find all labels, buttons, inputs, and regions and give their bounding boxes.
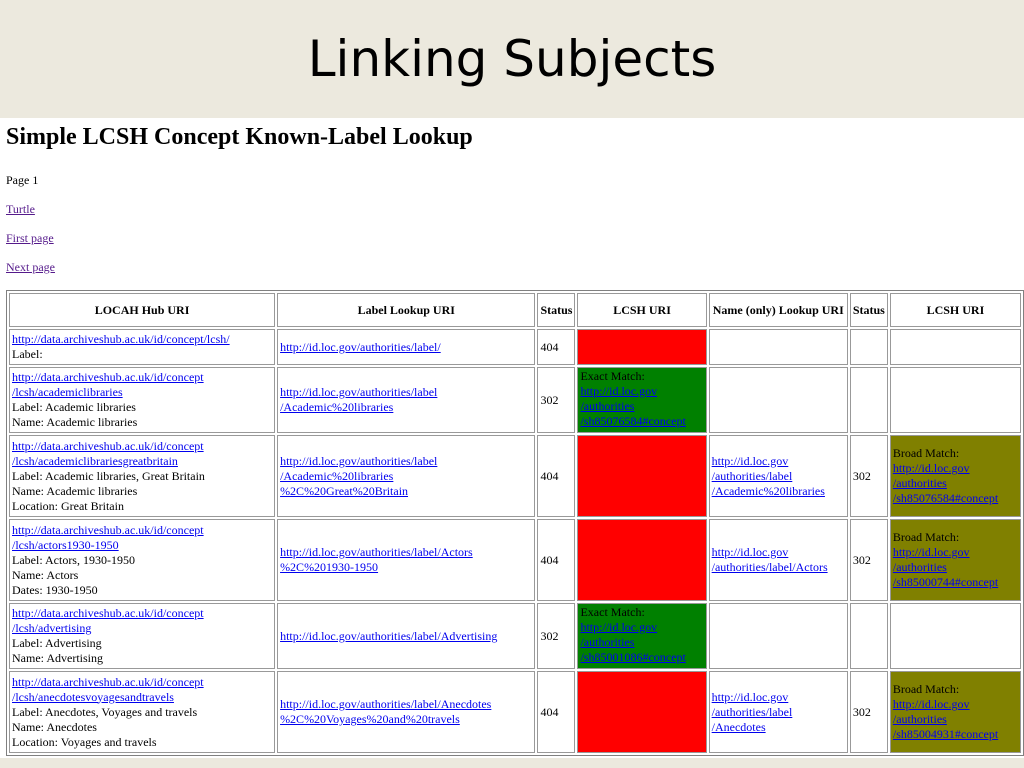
hub-uri-cell bbox=[9, 435, 275, 517]
hub-uri-link[interactable] bbox=[12, 606, 272, 636]
status-cell-2: 302 bbox=[850, 671, 888, 753]
status-cell-2: 302 bbox=[850, 435, 888, 517]
hub-info-text: Name: Advertising bbox=[12, 651, 103, 665]
hub-info-text: Name: Actors bbox=[12, 567, 79, 582]
col-header-lcsh-uri: LCSH URI bbox=[577, 293, 706, 327]
lcsh-uri-link-2-line: /authorities bbox=[892, 712, 947, 726]
label-lookup-cell bbox=[277, 435, 535, 517]
label-lookup-cell bbox=[277, 671, 535, 753]
status-cell: 404 bbox=[537, 519, 575, 601]
label-lookup-link[interactable] bbox=[280, 545, 532, 575]
label-lookup-link-line: http://id.loc.gov/authorities/label/Actors bbox=[280, 545, 473, 559]
hub-info-text: Label: Actors, 1930-1950 bbox=[12, 552, 135, 567]
hub-info-text: Label: Anecdotes, Voyages and travels bbox=[12, 704, 198, 719]
lcsh-uri-link-line: http://id.loc.gov bbox=[580, 620, 658, 634]
hub-uri-cell bbox=[9, 671, 275, 753]
name-lookup-link-line: http://id.loc.gov bbox=[711, 453, 789, 468]
name-lookup-link-line: /Anecdotes bbox=[711, 719, 766, 734]
name-lookup-link-line: http://id.loc.gov bbox=[711, 689, 789, 704]
label-lookup-link-line: http://id.loc.gov/authorities/label bbox=[280, 385, 438, 399]
hub-uri-link-line: /lcsh/academiclibraries bbox=[12, 385, 123, 399]
col-header-status: Status bbox=[537, 293, 575, 327]
name-lookup-cell bbox=[709, 671, 848, 753]
lcsh-uri-cell bbox=[577, 519, 706, 601]
label-lookup-link-line: %2C%201930-1950 bbox=[280, 560, 379, 574]
lcsh-uri-link-2-line: /sh85004931#concept bbox=[892, 727, 999, 741]
lcsh-uri-link-2-line: /sh85076584#concept bbox=[892, 491, 999, 505]
lcsh-uri-link-2-line: http://id.loc.gov bbox=[892, 461, 970, 475]
hub-info-text: Dates: 1930-1950 bbox=[12, 582, 98, 597]
hub-uri-link[interactable] bbox=[12, 332, 272, 347]
label-lookup-link-line: http://id.loc.gov/authorities/label/ bbox=[280, 339, 441, 354]
col-header-locah-hub-uri: LOCAH Hub URI bbox=[9, 293, 275, 327]
status-cell: 404 bbox=[537, 329, 575, 365]
label-lookup-link-line: http://id.loc.gov/authorities/label/Advertising bbox=[280, 628, 498, 643]
label-lookup-link-line: %2C%20Voyages%20and%20travels bbox=[280, 712, 460, 726]
hub-uri-link-line: http://data.archiveshub.ac.uk/id/concept bbox=[12, 370, 204, 384]
label-lookup-link[interactable] bbox=[280, 629, 532, 644]
lcsh-uri-cell bbox=[577, 671, 706, 753]
turtle-link[interactable]: Turtle bbox=[6, 202, 35, 216]
label-lookup-link[interactable] bbox=[280, 697, 532, 727]
hub-info-text: Label: Academic libraries, Great Britain bbox=[12, 468, 205, 483]
table-row bbox=[9, 603, 1021, 669]
col-header-name-lookup-uri: Name (only) Lookup URI bbox=[709, 293, 848, 327]
hub-info-text: Name: Academic libraries bbox=[12, 483, 138, 498]
status-cell-2 bbox=[850, 603, 888, 669]
col-header-lcsh-uri-2: LCSH URI bbox=[890, 293, 1021, 327]
lcsh-uri-link-2-line: /authorities bbox=[892, 560, 947, 574]
hub-uri-link[interactable] bbox=[12, 675, 272, 705]
label-lookup-link-line: http://id.loc.gov/authorities/label bbox=[280, 453, 438, 468]
lcsh-uri-cell-2 bbox=[890, 671, 1021, 753]
hub-uri-link-line: /lcsh/anecdotesvoyagesandtravels bbox=[12, 689, 174, 704]
hub-uri-link-line: http://data.archiveshub.ac.uk/id/concept bbox=[12, 522, 204, 537]
name-lookup-cell bbox=[709, 603, 848, 669]
lcsh-uri-link[interactable] bbox=[580, 620, 703, 665]
lcsh-uri-cell-2 bbox=[890, 603, 1021, 669]
table-row bbox=[9, 435, 1021, 517]
table-row bbox=[9, 367, 1021, 433]
hub-info-text: Label: bbox=[12, 347, 43, 361]
hub-info-text: Location: Voyages and travels bbox=[12, 734, 157, 749]
name-lookup-link[interactable] bbox=[712, 454, 845, 499]
name-lookup-link[interactable] bbox=[712, 545, 845, 575]
label-lookup-link-line: /Academic%20libraries bbox=[280, 400, 394, 414]
match-label: Exact Match: bbox=[580, 605, 645, 619]
label-lookup-link[interactable] bbox=[280, 340, 532, 355]
lcsh-uri-cell-2 bbox=[890, 329, 1021, 365]
lcsh-uri-cell bbox=[577, 329, 706, 365]
status-cell-2: 302 bbox=[850, 519, 888, 601]
next-page-link[interactable]: Next page bbox=[6, 260, 55, 274]
hub-uri-link[interactable] bbox=[12, 523, 272, 553]
lcsh-uri-link-line: /authorities bbox=[580, 635, 635, 649]
hub-uri-link-line: http://data.archiveshub.ac.uk/id/concept bbox=[12, 674, 204, 689]
hub-uri-link-line: http://data.archiveshub.ac.uk/id/concept/lcsh/ bbox=[12, 332, 230, 346]
name-lookup-cell bbox=[709, 367, 848, 433]
hub-uri-link-line: http://data.archiveshub.ac.uk/id/concept bbox=[12, 606, 204, 620]
lcsh-uri-link-line: /sh85001086#concept bbox=[580, 650, 686, 664]
lcsh-uri-cell-2 bbox=[890, 435, 1021, 517]
slide-title: Linking Subjects bbox=[307, 30, 717, 88]
page-number: Page 1 bbox=[6, 173, 39, 187]
hub-uri-link-line: /lcsh/advertising bbox=[12, 621, 92, 635]
label-lookup-cell bbox=[277, 603, 535, 669]
table-row bbox=[9, 329, 1021, 365]
name-lookup-link-line: /authorities/label bbox=[711, 704, 793, 719]
table-header-row bbox=[9, 293, 1021, 327]
lcsh-uri-link[interactable] bbox=[580, 384, 703, 429]
lcsh-uri-link-2-line: http://id.loc.gov bbox=[892, 545, 970, 559]
status-cell: 302 bbox=[537, 603, 575, 669]
name-lookup-cell bbox=[709, 435, 848, 517]
hub-info-text: Label: Advertising bbox=[12, 636, 102, 650]
name-lookup-cell bbox=[709, 329, 848, 365]
label-lookup-cell bbox=[277, 367, 535, 433]
match-label: Broad Match: bbox=[892, 446, 960, 460]
hub-info-text: Location: Great Britain bbox=[12, 498, 124, 513]
col-header-label-lookup-uri: Label Lookup URI bbox=[277, 293, 535, 327]
status-cell: 404 bbox=[537, 435, 575, 517]
hub-uri-cell bbox=[9, 367, 275, 433]
lcsh-uri-cell-2 bbox=[890, 519, 1021, 601]
hub-info-text: Name: Academic libraries bbox=[12, 415, 138, 429]
lcsh-uri-link-2-line: /authorities bbox=[892, 476, 947, 490]
name-lookup-link-line: http://id.loc.gov bbox=[711, 545, 789, 559]
hub-uri-cell bbox=[9, 329, 275, 365]
hub-uri-link[interactable] bbox=[12, 370, 272, 400]
match-label: Broad Match: bbox=[892, 682, 960, 696]
lcsh-uri-cell bbox=[577, 367, 706, 433]
match-label: Broad Match: bbox=[892, 530, 960, 544]
label-lookup-link-line: /Academic%20libraries bbox=[280, 468, 394, 483]
hub-uri-cell bbox=[9, 519, 275, 601]
label-lookup-link-line: http://id.loc.gov/authorities/label/Anecdotes bbox=[280, 697, 492, 711]
name-lookup-link-line: /Academic%20libraries bbox=[711, 483, 825, 498]
first-page-link[interactable]: First page bbox=[6, 231, 54, 245]
lcsh-uri-cell-2 bbox=[890, 367, 1021, 433]
label-lookup-cell bbox=[277, 329, 535, 365]
hub-uri-link-line: /lcsh/academiclibrariesgreatbritain bbox=[12, 453, 178, 468]
label-lookup-link[interactable] bbox=[280, 385, 532, 415]
name-lookup-cell bbox=[709, 519, 848, 601]
label-lookup-link[interactable] bbox=[280, 454, 532, 499]
lcsh-uri-link-line: /sh85076584#concept bbox=[580, 414, 686, 428]
hub-info-text: Label: Academic libraries bbox=[12, 400, 136, 414]
name-lookup-link[interactable] bbox=[712, 690, 845, 735]
table-row bbox=[9, 519, 1021, 601]
lcsh-uri-link-2-line: /sh85000744#concept bbox=[892, 575, 999, 589]
table-row bbox=[9, 671, 1021, 753]
status-cell-2 bbox=[850, 329, 888, 365]
lcsh-uri-link-line: /authorities bbox=[580, 399, 635, 413]
results-table bbox=[6, 290, 1024, 756]
browser-page bbox=[0, 118, 1024, 758]
hub-info-text: Name: Anecdotes bbox=[12, 719, 97, 734]
hub-uri-link-line: /lcsh/actors1930-1950 bbox=[12, 537, 119, 552]
status-cell: 302 bbox=[537, 367, 575, 433]
lcsh-uri-link-line: http://id.loc.gov bbox=[580, 384, 658, 398]
lcsh-uri-link-2[interactable] bbox=[893, 697, 1018, 742]
lcsh-uri-cell bbox=[577, 603, 706, 669]
label-lookup-cell bbox=[277, 519, 535, 601]
lcsh-uri-cell bbox=[577, 435, 706, 517]
lcsh-uri-link-2-line: http://id.loc.gov bbox=[892, 697, 970, 711]
hub-uri-link[interactable] bbox=[12, 439, 272, 469]
hub-uri-link-line: http://data.archiveshub.ac.uk/id/concept bbox=[12, 438, 204, 453]
hub-uri-cell bbox=[9, 603, 275, 669]
label-lookup-link-line: %2C%20Great%20Britain bbox=[280, 483, 409, 498]
match-label: Exact Match: bbox=[580, 369, 645, 383]
col-header-status-2: Status bbox=[850, 293, 888, 327]
page-heading: Simple LCSH Concept Known-Label Lookup bbox=[6, 124, 473, 150]
status-cell-2 bbox=[850, 367, 888, 433]
status-cell: 404 bbox=[537, 671, 575, 753]
name-lookup-link-line: /authorities/label/Actors bbox=[711, 560, 828, 574]
lcsh-uri-link-2[interactable] bbox=[893, 545, 1018, 590]
lcsh-uri-link-2[interactable] bbox=[893, 461, 1018, 506]
name-lookup-link-line: /authorities/label bbox=[711, 468, 793, 483]
